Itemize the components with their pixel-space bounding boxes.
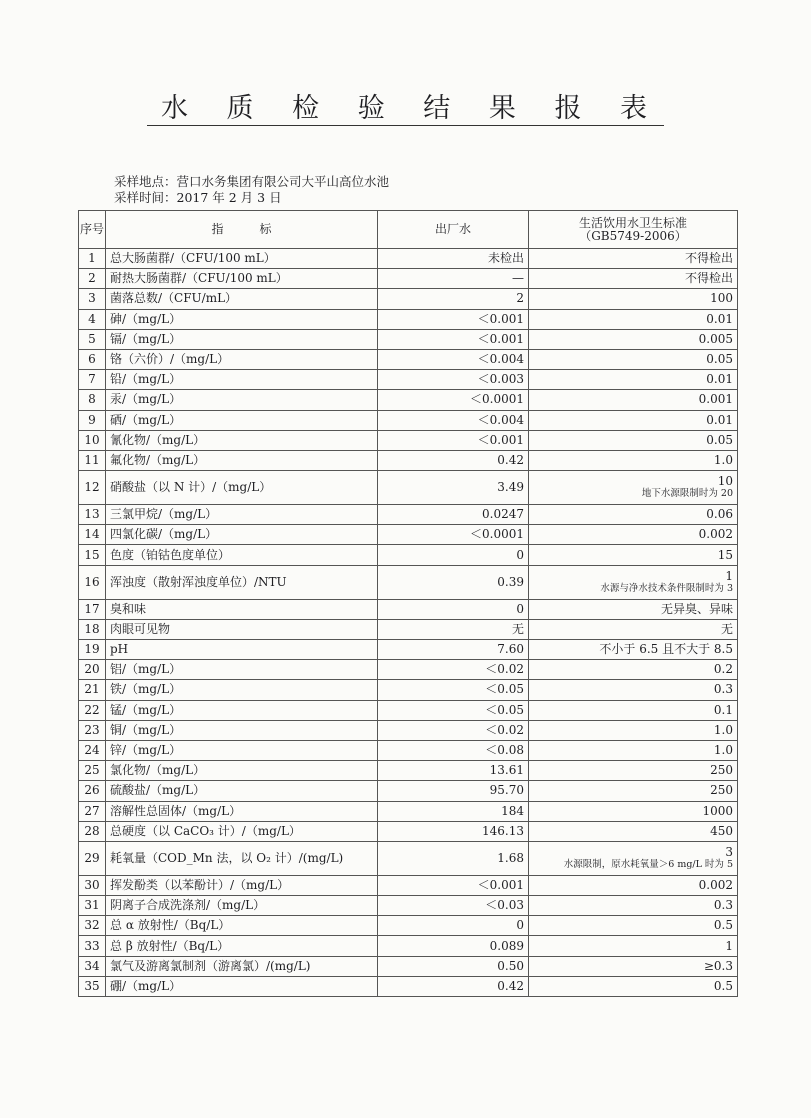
table-row — [79, 680, 738, 700]
row-index: 3 — [79, 289, 106, 309]
table-row — [79, 471, 738, 505]
row-index: 16 — [79, 565, 106, 599]
row-standard-limit — [529, 410, 738, 430]
row-standard-limit — [529, 680, 738, 700]
row-index: 5 — [79, 329, 106, 349]
table-row — [79, 740, 738, 760]
limit-value: 15 — [717, 547, 733, 562]
header-factory-water: 出厂水 — [378, 211, 529, 249]
table-row — [79, 329, 738, 349]
limit-note: 地下水源限制时为 20 — [641, 488, 733, 500]
limit-value: 0.2 — [713, 662, 733, 677]
row-indicator: 三氯甲烷/（mg/L） — [106, 505, 378, 525]
sampling-location: 采样地点：营口水务集团有限公司大平山高位水池 — [114, 174, 390, 189]
row-indicator: 总 β 放射性/（Bq/L） — [106, 936, 378, 956]
row-index: 17 — [79, 599, 106, 619]
limit-value: 0.002 — [698, 527, 733, 542]
row-factory-value: 13.61 — [378, 761, 529, 781]
row-factory-value: 1.68 — [378, 841, 529, 875]
table-row — [79, 801, 738, 821]
row-standard-limit — [529, 599, 738, 619]
row-index: 32 — [79, 916, 106, 936]
row-indicator: 铬（六价）/（mg/L） — [106, 349, 378, 369]
limit-value: 0.01 — [706, 412, 733, 427]
row-standard-limit — [529, 761, 738, 781]
row-indicator: 硫酸盐/（mg/L） — [106, 781, 378, 801]
row-factory-value: 0 — [378, 599, 529, 619]
row-index: 28 — [79, 821, 106, 841]
limit-value: 1 — [725, 568, 733, 583]
row-index: 15 — [79, 545, 106, 565]
row-standard-limit — [529, 545, 738, 565]
limit-value: 0.06 — [706, 507, 733, 522]
row-factory-value: ＜0.0001 — [378, 525, 529, 545]
row-indicator: 四氯化碳/（mg/L） — [106, 525, 378, 545]
row-standard-limit — [529, 936, 738, 956]
row-index: 20 — [79, 660, 106, 680]
table-row — [79, 761, 738, 781]
row-indicator: 总硬度（以 CaCO₃ 计）/（mg/L） — [106, 821, 378, 841]
table-row — [79, 269, 738, 289]
row-indicator: 总大肠菌群/（CFU/100 mL） — [106, 249, 378, 269]
row-indicator: 耗氧量（COD_Mn 法，以 O₂ 计）/(mg/L) — [106, 841, 378, 875]
row-indicator: 砷/（mg/L） — [106, 309, 378, 329]
row-standard-limit — [529, 249, 738, 269]
limit-value: 0.005 — [698, 331, 733, 346]
row-standard-limit — [529, 720, 738, 740]
row-index: 6 — [79, 349, 106, 369]
row-factory-value: ＜0.004 — [378, 410, 529, 430]
row-index: 23 — [79, 720, 106, 740]
table-row — [79, 700, 738, 720]
row-factory-value: 95.70 — [378, 781, 529, 801]
limit-value: 250 — [710, 783, 733, 798]
row-factory-value: ＜0.02 — [378, 660, 529, 680]
report-title: 水 质 检 验 结 果 报 表 — [0, 92, 811, 126]
row-index: 22 — [79, 700, 106, 720]
row-indicator: 色度（铂钴色度单位） — [106, 545, 378, 565]
table-row — [79, 390, 738, 410]
table-row — [79, 875, 738, 895]
row-indicator: 汞/（mg/L） — [106, 390, 378, 410]
row-factory-value: 0.089 — [378, 936, 529, 956]
row-indicator: 锰/（mg/L） — [106, 700, 378, 720]
row-factory-value: 0.50 — [378, 956, 529, 976]
row-index: 30 — [79, 875, 106, 895]
row-factory-value: 0.39 — [378, 565, 529, 599]
table-row — [79, 956, 738, 976]
row-factory-value: ＜0.003 — [378, 370, 529, 390]
row-index: 4 — [79, 309, 106, 329]
limit-value: 不小于 6.5 且不大于 8.5 — [599, 642, 733, 657]
row-standard-limit — [529, 875, 738, 895]
row-factory-value: 0 — [378, 916, 529, 936]
row-index: 26 — [79, 781, 106, 801]
limit-value: 10 — [717, 474, 733, 489]
limit-value: 0.3 — [713, 682, 733, 697]
row-index: 34 — [79, 956, 106, 976]
row-indicator: 硝酸盐（以 N 计）/（mg/L） — [106, 471, 378, 505]
header-index: 序号 — [79, 211, 106, 249]
row-standard-limit — [529, 740, 738, 760]
row-index: 31 — [79, 896, 106, 916]
row-index: 12 — [79, 471, 106, 505]
row-indicator: 臭和味 — [106, 599, 378, 619]
row-standard-limit — [529, 956, 738, 976]
limit-value: 250 — [710, 763, 733, 778]
row-standard-limit — [529, 289, 738, 309]
row-index: 27 — [79, 801, 106, 821]
limit-note: 水源限制，原水耗氧量＞6 mg/L 时为 5 — [563, 858, 733, 870]
row-indicator: 铁/（mg/L） — [106, 680, 378, 700]
row-factory-value: 未检出 — [378, 249, 529, 269]
limit-value: 0.1 — [713, 702, 733, 717]
row-index: 18 — [79, 619, 106, 639]
row-indicator: 铜/（mg/L） — [106, 720, 378, 740]
row-factory-value: 0.42 — [378, 450, 529, 470]
table-row — [79, 525, 738, 545]
row-standard-limit — [529, 841, 738, 875]
row-index: 7 — [79, 370, 106, 390]
row-indicator: 氯气及游离氯制剂（游离氯）/(mg/L) — [106, 956, 378, 976]
row-factory-value: ＜0.05 — [378, 700, 529, 720]
table-row — [79, 916, 738, 936]
row-indicator: 总 α 放射性/（Bq/L） — [106, 916, 378, 936]
row-index: 1 — [79, 249, 106, 269]
table-row — [79, 505, 738, 525]
table-row — [79, 599, 738, 619]
row-standard-limit — [529, 370, 738, 390]
table-row — [79, 370, 738, 390]
row-index: 25 — [79, 761, 106, 781]
limit-value: 1 — [725, 938, 733, 953]
table-row — [79, 249, 738, 269]
row-indicator: 氟化物/（mg/L） — [106, 450, 378, 470]
table-row — [79, 430, 738, 450]
row-factory-value: ＜0.02 — [378, 720, 529, 740]
limit-value: 不得检出 — [684, 271, 733, 286]
header-standard-name: 生活饮用水卫生标准 — [578, 215, 687, 230]
row-factory-value: 3.49 — [378, 471, 529, 505]
row-indicator: 菌落总数/（CFU/mL） — [106, 289, 378, 309]
row-factory-value: 无 — [378, 619, 529, 639]
row-standard-limit — [529, 619, 738, 639]
row-index: 8 — [79, 390, 106, 410]
row-standard-limit — [529, 309, 738, 329]
row-factory-value: ＜0.001 — [378, 309, 529, 329]
row-standard-limit — [529, 976, 738, 996]
row-factory-value: ＜0.05 — [378, 680, 529, 700]
row-indicator: 耐热大肠菌群/（CFU/100 mL） — [106, 269, 378, 289]
row-indicator: 挥发酚类（以苯酚计）/（mg/L） — [106, 875, 378, 895]
header-standard-code: （GB5749-2006） — [579, 228, 687, 243]
row-standard-limit — [529, 916, 738, 936]
limit-value: 0.001 — [698, 392, 733, 407]
row-factory-value: 146.13 — [378, 821, 529, 841]
row-standard-limit — [529, 565, 738, 599]
table-row — [79, 841, 738, 875]
header-standard — [529, 211, 738, 249]
limit-value: 0.05 — [706, 432, 733, 447]
row-standard-limit — [529, 821, 738, 841]
table-header-row — [79, 211, 738, 249]
row-standard-limit — [529, 505, 738, 525]
row-index: 19 — [79, 640, 106, 660]
row-factory-value: 184 — [378, 801, 529, 821]
limit-value: 无异臭、异味 — [660, 601, 733, 616]
row-indicator: pH — [106, 640, 378, 660]
limit-value: 0.5 — [713, 978, 733, 993]
limit-value: 0.05 — [706, 352, 733, 367]
row-factory-value: ＜0.03 — [378, 896, 529, 916]
limit-value: 1.0 — [713, 722, 733, 737]
row-index: 35 — [79, 976, 106, 996]
row-factory-value: 7.60 — [378, 640, 529, 660]
row-standard-limit — [529, 525, 738, 545]
limit-value: ≥0.3 — [703, 958, 733, 973]
limit-value: 3 — [725, 844, 733, 859]
row-indicator: 氰化物/（mg/L） — [106, 430, 378, 450]
row-standard-limit — [529, 390, 738, 410]
row-factory-value: 0 — [378, 545, 529, 565]
sampling-time: 采样时间：2017 年 2 月 3 日 — [114, 190, 282, 205]
row-index: 33 — [79, 936, 106, 956]
limit-value: 1000 — [702, 803, 733, 818]
row-index: 2 — [79, 269, 106, 289]
row-standard-limit — [529, 471, 738, 505]
row-indicator: 锌/（mg/L） — [106, 740, 378, 760]
row-indicator: 铝/（mg/L） — [106, 660, 378, 680]
table-row — [79, 619, 738, 639]
row-factory-value: ＜0.08 — [378, 740, 529, 760]
row-factory-value: ＜0.004 — [378, 349, 529, 369]
row-standard-limit — [529, 781, 738, 801]
row-standard-limit — [529, 700, 738, 720]
table-row — [79, 545, 738, 565]
row-factory-value: ＜0.001 — [378, 430, 529, 450]
row-standard-limit — [529, 430, 738, 450]
table-row — [79, 936, 738, 956]
table-row — [79, 660, 738, 680]
table-row — [79, 896, 738, 916]
table-row — [79, 781, 738, 801]
limit-value: 0.002 — [698, 877, 733, 892]
table-row — [79, 309, 738, 329]
limit-value: 0.01 — [706, 311, 733, 326]
table-row — [79, 410, 738, 430]
limit-value: 0.3 — [713, 898, 733, 913]
row-standard-limit — [529, 349, 738, 369]
row-standard-limit — [529, 269, 738, 289]
limit-value: 无 — [720, 621, 733, 636]
row-index: 29 — [79, 841, 106, 875]
row-factory-value: 2 — [378, 289, 529, 309]
row-factory-value: 0.42 — [378, 976, 529, 996]
row-indicator: 铅/（mg/L） — [106, 370, 378, 390]
row-factory-value: 0.0247 — [378, 505, 529, 525]
row-index: 14 — [79, 525, 106, 545]
row-factory-value: ＜0.0001 — [378, 390, 529, 410]
limit-value: 1.0 — [713, 452, 733, 467]
table-row — [79, 720, 738, 740]
row-indicator: 氯化物/（mg/L） — [106, 761, 378, 781]
table-row — [79, 976, 738, 996]
limit-note: 水源与净水技术条件限制时为 3 — [600, 582, 733, 594]
row-indicator: 硒/（mg/L） — [106, 410, 378, 430]
row-index: 13 — [79, 505, 106, 525]
row-factory-value: ＜0.001 — [378, 329, 529, 349]
row-indicator: 肉眼可见物 — [106, 619, 378, 639]
row-standard-limit — [529, 896, 738, 916]
row-index: 11 — [79, 450, 106, 470]
limit-value: 100 — [710, 291, 733, 306]
limit-value: 不得检出 — [684, 251, 733, 266]
row-standard-limit — [529, 450, 738, 470]
table-row — [79, 565, 738, 599]
row-indicator: 溶解性总固体/（mg/L） — [106, 801, 378, 821]
table-row — [79, 450, 738, 470]
table-row — [79, 821, 738, 841]
limit-value: 450 — [710, 823, 733, 838]
row-standard-limit — [529, 640, 738, 660]
row-index: 24 — [79, 740, 106, 760]
limit-value: 1.0 — [713, 743, 733, 758]
limit-value: 0.01 — [706, 372, 733, 387]
row-index: 21 — [79, 680, 106, 700]
table-row — [79, 289, 738, 309]
water-quality-table — [78, 210, 738, 997]
row-indicator: 阴离子合成洗涤剂/（mg/L） — [106, 896, 378, 916]
row-index: 10 — [79, 430, 106, 450]
row-standard-limit — [529, 329, 738, 349]
row-factory-value: ＜0.001 — [378, 875, 529, 895]
row-standard-limit — [529, 660, 738, 680]
row-indicator: 镉/（mg/L） — [106, 329, 378, 349]
table-row — [79, 640, 738, 660]
table-row — [79, 349, 738, 369]
limit-value: 0.5 — [713, 918, 733, 933]
row-indicator: 硼/（mg/L） — [106, 976, 378, 996]
row-index: 9 — [79, 410, 106, 430]
row-indicator: 浑浊度（散射浑浊度单位）/NTU — [106, 565, 378, 599]
row-standard-limit — [529, 801, 738, 821]
header-indicator: 指 标 — [106, 211, 378, 249]
row-factory-value: — — [378, 269, 529, 289]
